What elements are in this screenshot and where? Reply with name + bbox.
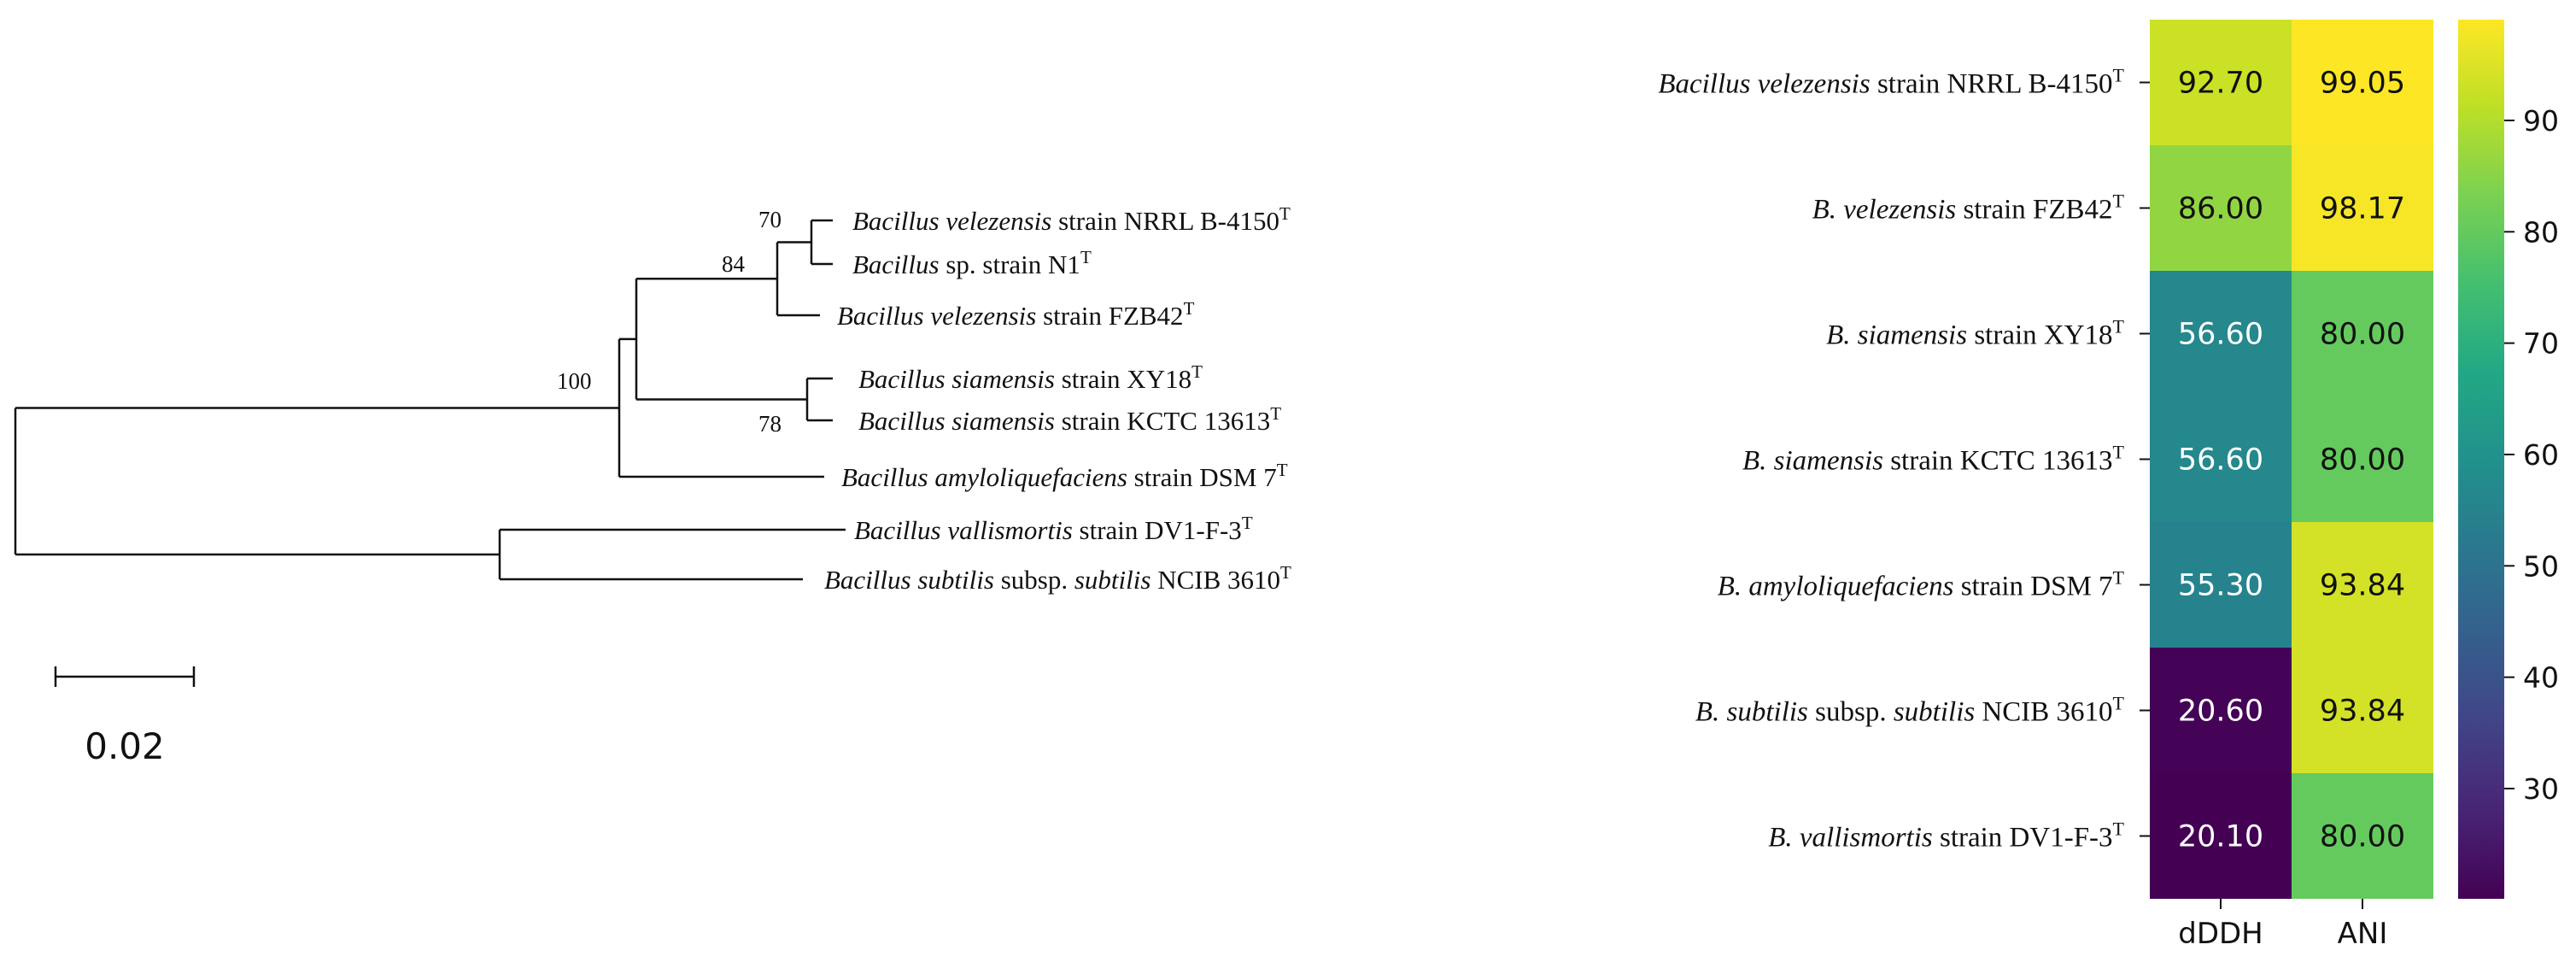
heatmap-cell-label: 56.60 — [2177, 317, 2264, 352]
heatmap-cell-label: 93.84 — [2319, 694, 2406, 729]
colorbar-tick-label: 50 — [2523, 549, 2559, 584]
heatmap-cell-label: 93.84 — [2319, 568, 2406, 603]
tree-leaf-label: Bacillus siamensis strain KCTC $13613^T$ — [858, 403, 1282, 436]
heatmap-col-label: ANI — [2337, 917, 2388, 951]
tree-leaf-label: Bacillus siamensis strain $XY18^T$ — [858, 361, 1203, 394]
heatmap-cell-label: 80.00 — [2319, 317, 2406, 352]
heatmap-cell-label: 20.60 — [2177, 694, 2264, 729]
heatmap-cell-label: 98.17 — [2319, 191, 2406, 226]
tree-leaf-label: Bacillus sp. strain $N1^T$ — [852, 247, 1092, 279]
heatmap — [1658, 20, 2433, 951]
heatmap-cell-label: 92.70 — [2177, 66, 2264, 101]
tree-leaf-label: Bacillus vallismortis strain $DV1-F-3^T$ — [854, 513, 1253, 545]
colorbar-tick-label: 30 — [2523, 771, 2559, 806]
tree-leaf-label: Bacillus amyloliquefaciens strain DSM $7^T$ — [841, 460, 1288, 492]
heatmap-col-label: dDDH — [2178, 917, 2263, 951]
tree-leaf-label: Bacillus velezensis strain $FZB42^T$ — [837, 298, 1195, 331]
bootstrap-value: 84 — [722, 251, 745, 277]
heatmap-cell-label: 80.00 — [2319, 443, 2406, 478]
bootstrap-value: 78 — [758, 411, 782, 437]
colorbar-tick-label: 90 — [2523, 103, 2559, 138]
colorbar-tick-label: 80 — [2523, 215, 2559, 249]
heatmap-row-label: B. amyloliquefaciens strain DSM $7^T$ — [1717, 566, 2124, 602]
colorbar-tick-label: 40 — [2523, 660, 2559, 695]
colorbar-tick-label: 70 — [2523, 326, 2559, 361]
heatmap-cell-label: 86.00 — [2177, 191, 2264, 226]
colorbar — [2458, 20, 2559, 899]
colorbar-bar — [2458, 20, 2504, 899]
heatmap-cell-label: 80.00 — [2319, 819, 2406, 854]
tree-leaf-label: Bacillus velezensis strain NRRL $B-4150^T$ — [852, 203, 1291, 236]
colorbar-tick-label: 60 — [2523, 437, 2559, 472]
heatmap-cell-label: 56.60 — [2177, 443, 2264, 478]
bootstrap-value: 100 — [557, 368, 592, 394]
scale-bar-label: 0.02 — [85, 725, 165, 767]
heatmap-cell-label: 99.05 — [2319, 66, 2406, 101]
heatmap-row-label: B. velezensis strain $FZB42^T$ — [1812, 190, 2124, 226]
heatmap-row-label: B. subtilis subsp. subtilis NCIB $3610^T$ — [1695, 692, 2124, 728]
bootstrap-value: 70 — [758, 207, 782, 232]
tree-leaf-label: Bacillus subtilis subsp. subtilis NCIB $3610^T$ — [824, 562, 1291, 595]
heatmap-cell-label: 55.30 — [2177, 568, 2264, 603]
heatmap-row-label: B. vallismortis strain $DV1-F-3^T$ — [1768, 818, 2124, 854]
heatmap-row-label: B. siamensis strain KCTC $13613^T$ — [1742, 441, 2124, 477]
heatmap-cell-label: 20.10 — [2177, 819, 2264, 854]
heatmap-row-label: Bacillus velezensis strain NRRL $B-4150^T$ — [1658, 64, 2124, 100]
phylogenetic-tree — [15, 203, 1291, 767]
heatmap-row-label: B. siamensis strain $XY18^T$ — [1826, 315, 2124, 351]
